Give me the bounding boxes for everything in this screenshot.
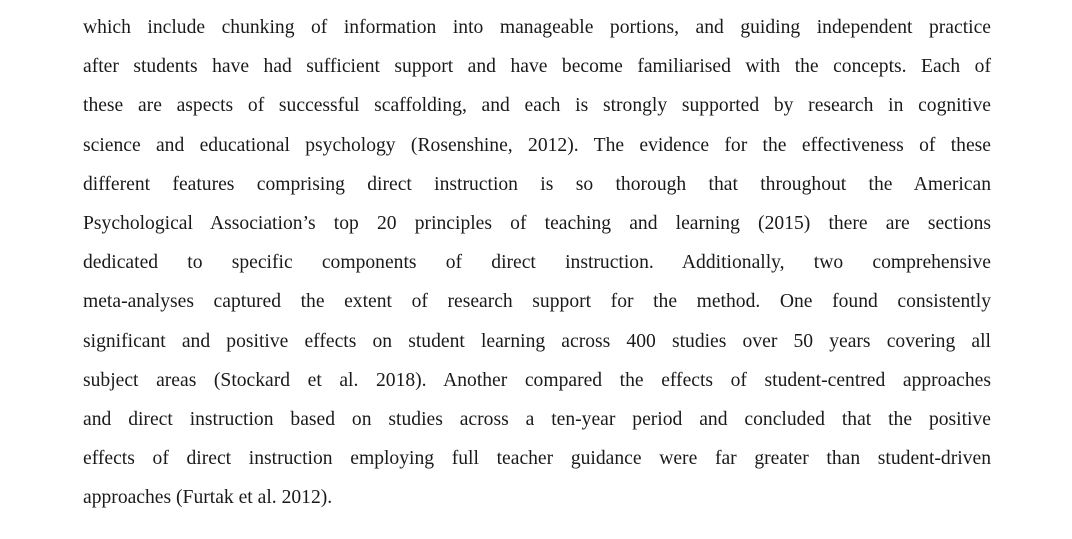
body-paragraph [83,8,991,517]
text-line: different features comprising direct instruction is so thorough that throughout the American [83,173,991,195]
text-line: dedicated to specific components of direct instruction. Additionally, two comprehensive [83,252,991,274]
text-line: significant and positive effects on student learning across 400 studies over 50 years covering all [83,330,991,352]
text-line-last: approaches (Furtak et al. 2012). [83,487,333,509]
text-line: meta-analyses captured the extent of research support for the method. One found consistently [83,291,991,313]
text-line: after students have had sufficient support and have become familiarised with the concepts. Each of [83,56,991,78]
text-line: and direct instruction based on studies across a ten-year period and concluded that the positive [83,408,991,430]
text-line: which include chunking of information into manageable portions, and guiding independent practice [83,17,991,38]
text-line: subject areas (Stockard et al. 2018). Another compared the effects of student-centred approaches [83,369,991,391]
text-line: these are aspects of successful scaffolding, and each is strongly supported by research in cognitive [83,95,991,117]
text-line: science and educational psychology (Rosenshine, 2012). The evidence for the effectiveness of these [83,134,991,156]
text-line: effects of direct instruction employing full teacher guidance were far greater than student-driven [83,448,991,470]
text-line: Psychological Association’s top 20 principles of teaching and learning (2015) there are sections [83,212,991,234]
